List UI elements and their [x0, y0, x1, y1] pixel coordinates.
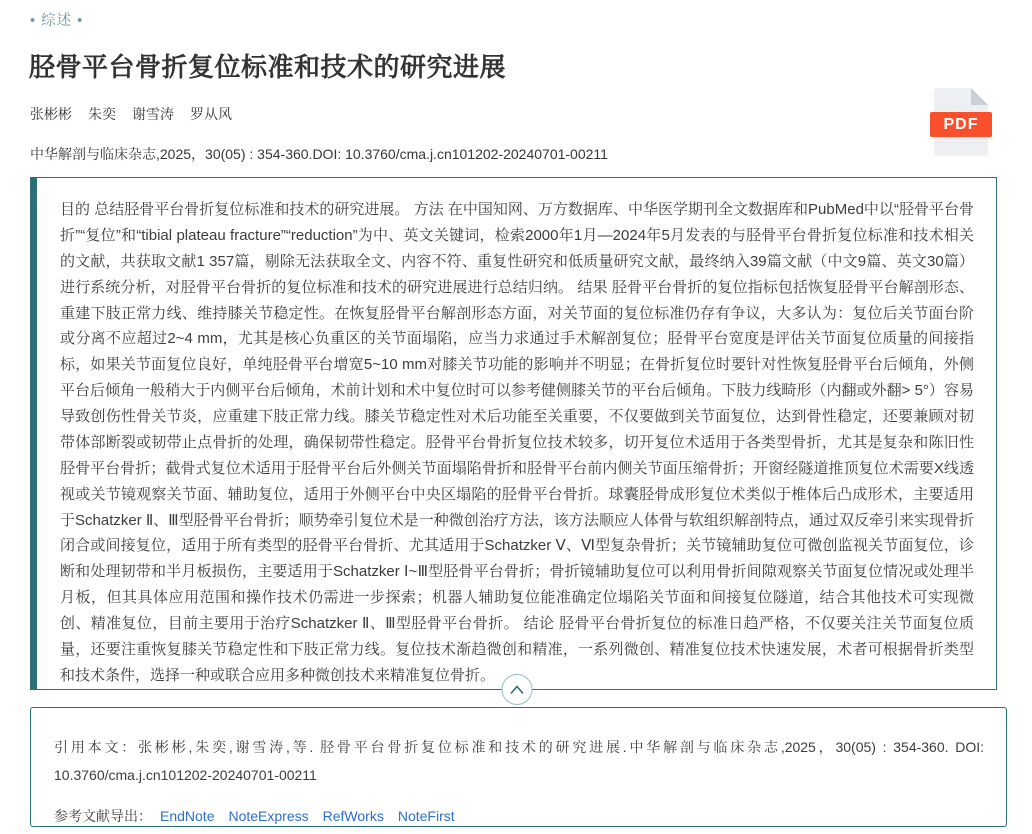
reference-export-row — [54, 806, 984, 826]
folded-corner-icon — [971, 88, 988, 105]
abstract-conclusion-text: 胫骨平台骨折复位的标准日趋严格，不仅要关注关节面复位质量，还要注重恢复膝关节稳定性和下肢正常力线。复位技术渐趋微创和精准，一系列微创、精准复位技术快速发展，术者可根据骨折类型和技术条件，选择一种或联合应用多种微创技术来精准复位骨折。 — [60, 615, 974, 684]
export-link-notefirst[interactable]: NoteFirst — [397, 808, 455, 824]
pdf-download-button[interactable] — [931, 88, 991, 160]
abstract-text — [37, 178, 996, 689]
export-label: 参考文献导出： — [54, 808, 152, 824]
author-name: 朱奕 — [88, 106, 116, 122]
collapse-abstract-button[interactable] — [501, 674, 532, 705]
export-links — [160, 808, 455, 824]
chevron-up-icon — [509, 685, 524, 695]
author-list — [30, 104, 232, 124]
citation-box — [30, 707, 1007, 827]
journal-citation-line: 中华解剖与临床杂志,2025，30(05) : 354-360.DOI: 10.3760/cma.j.cn101202-20240701-00211 — [30, 146, 608, 162]
export-link-noteexpress[interactable]: NoteExpress — [228, 808, 309, 824]
abstract-objective-text: 总结胫骨平台骨折复位标准和技术的研究进展。 — [94, 201, 410, 218]
abstract-methods-label: 方法 — [413, 201, 444, 218]
export-link-refworks[interactable]: RefWorks — [322, 808, 384, 824]
abstract-methods-text: 在中国知网、万方数据库、中华医学期刊全文数据库和PubMed中以“胫骨平台骨折”“复位”和“tibial plateau fracture”“reduction”为中、英文关键词，检索2000年1月—2024年5月发表的与胫骨平台骨折复位标准和技术相关的文献，共获取文献1 357篇，剔除无法获取全文、内容不符、重复性研究和低质量研究文献，最终纳入39篇文献（中文9篇、英文30篇）进行系统分析，对胫骨平台骨折的复位标准和技术的研究进展进行总结归纳。 — [60, 201, 974, 296]
pdf-banner-label: PDF — [930, 112, 992, 137]
abstract-panel — [30, 177, 997, 690]
cite-this-article — [54, 733, 984, 789]
export-link-endnote[interactable]: EndNote — [160, 808, 215, 824]
pdf-file-icon — [934, 88, 988, 156]
author-name: 谢雪涛 — [132, 106, 174, 122]
article-section-label: • 综述 • — [30, 13, 84, 29]
abstract-results-label: 结果 — [577, 278, 608, 296]
author-name: 罗从风 — [190, 106, 232, 122]
cite-text: 张彬彬,朱奕,谢雪涛,等. 胫骨平台骨折复位标准和技术的研究进展.中华解剖与临床杂志,2025，30(05) : 354-360. DOI: 10.3760/cma.j.cn101202-20240701-00211 — [54, 739, 984, 783]
author-name: 张彬彬 — [30, 106, 72, 122]
abstract-results-text: 胫骨平台骨折的复位指标包括恢复胫骨平台解剖形态、重建下肢正常力线、维持膝关节稳定性。在恢复胫骨平台解剖形态方面，对关节面的复位标准仍存有争议，大多认为：复位后关节面台阶或分离不应超过2~4 mm，尤其是核心负重区的关节面塌陷，应当力求通过手术解剖复位；胫骨平台宽度是评估关节面复位质量的间接指标，如果关节面复位良好，单纯胫骨平台增宽5~10 mm对膝关节功能的影响并不明显；在骨折复位时要针对性恢复胫骨平台后倾角，外侧平台后倾角一般稍大于内侧平台后倾角，术前计划和术中复位时可以参考健侧膝关节的平台后倾角。下肢力线畸形（内翻或外翻> 5°）容易导致创伤性骨关节炎，应重建下肢正常力线。膝关节稳定性对术后功能至关重要，不仅要做到关节面复位，达到骨性稳定，还要兼顾对韧带体部断裂或韧带止点骨折的处理，确保韧带性稳定。胫骨平台骨折复位技术较多，切开复位术适用于各类型骨折，尤其是复杂和陈旧性胫骨平台骨折；截骨式复位术适用于胫骨平台后外侧关节面塌陷骨折和胫骨平台前内侧关节面压缩骨折；开窗经隧道推顶复位术需要X线透视或关节镜观察关节面、辅助复位，适用于外侧平台中央区塌陷的胫骨平台骨折。球囊胫骨成形复位术类似于椎体后凸成形术，主要适用于Schatzker Ⅱ、Ⅲ型胫骨平台骨折；顺势牵引复位术是一种微创治疗方法，该方法顺应人体骨与软组织解剖特点，通过双反牵引来实现骨折闭合或间接复位，适用于所有类型的胫骨平台骨折、尤其适用于Schatzker Ⅴ、Ⅵ型复杂骨折；关节镜辅助复位可微创监视关节面复位，诊断和处理韧带和半月板损伤，主要适用于Schatzker Ⅰ~Ⅲ型胫骨平台骨折；骨折镜辅助复位可以利用骨折间隙观察关节面复位情况或处理半月板，但其具体应用范围和操作技术仍需进一步探索；机器人辅助复位能准确定位塌陷关节面和间接复位隧道，结合其他技术可实现微创、精准复位，目前主要用于治疗Schatzker Ⅱ、Ⅲ型胫骨平台骨折。 — [60, 278, 974, 632]
page-title: 胫骨平台骨折复位标准和技术的研究进展 — [29, 52, 507, 82]
abstract-conclusion-label: 结论 — [523, 615, 555, 632]
cite-label: 引用本文： — [54, 739, 139, 755]
abstract-objective-label: 目的 — [60, 201, 91, 218]
